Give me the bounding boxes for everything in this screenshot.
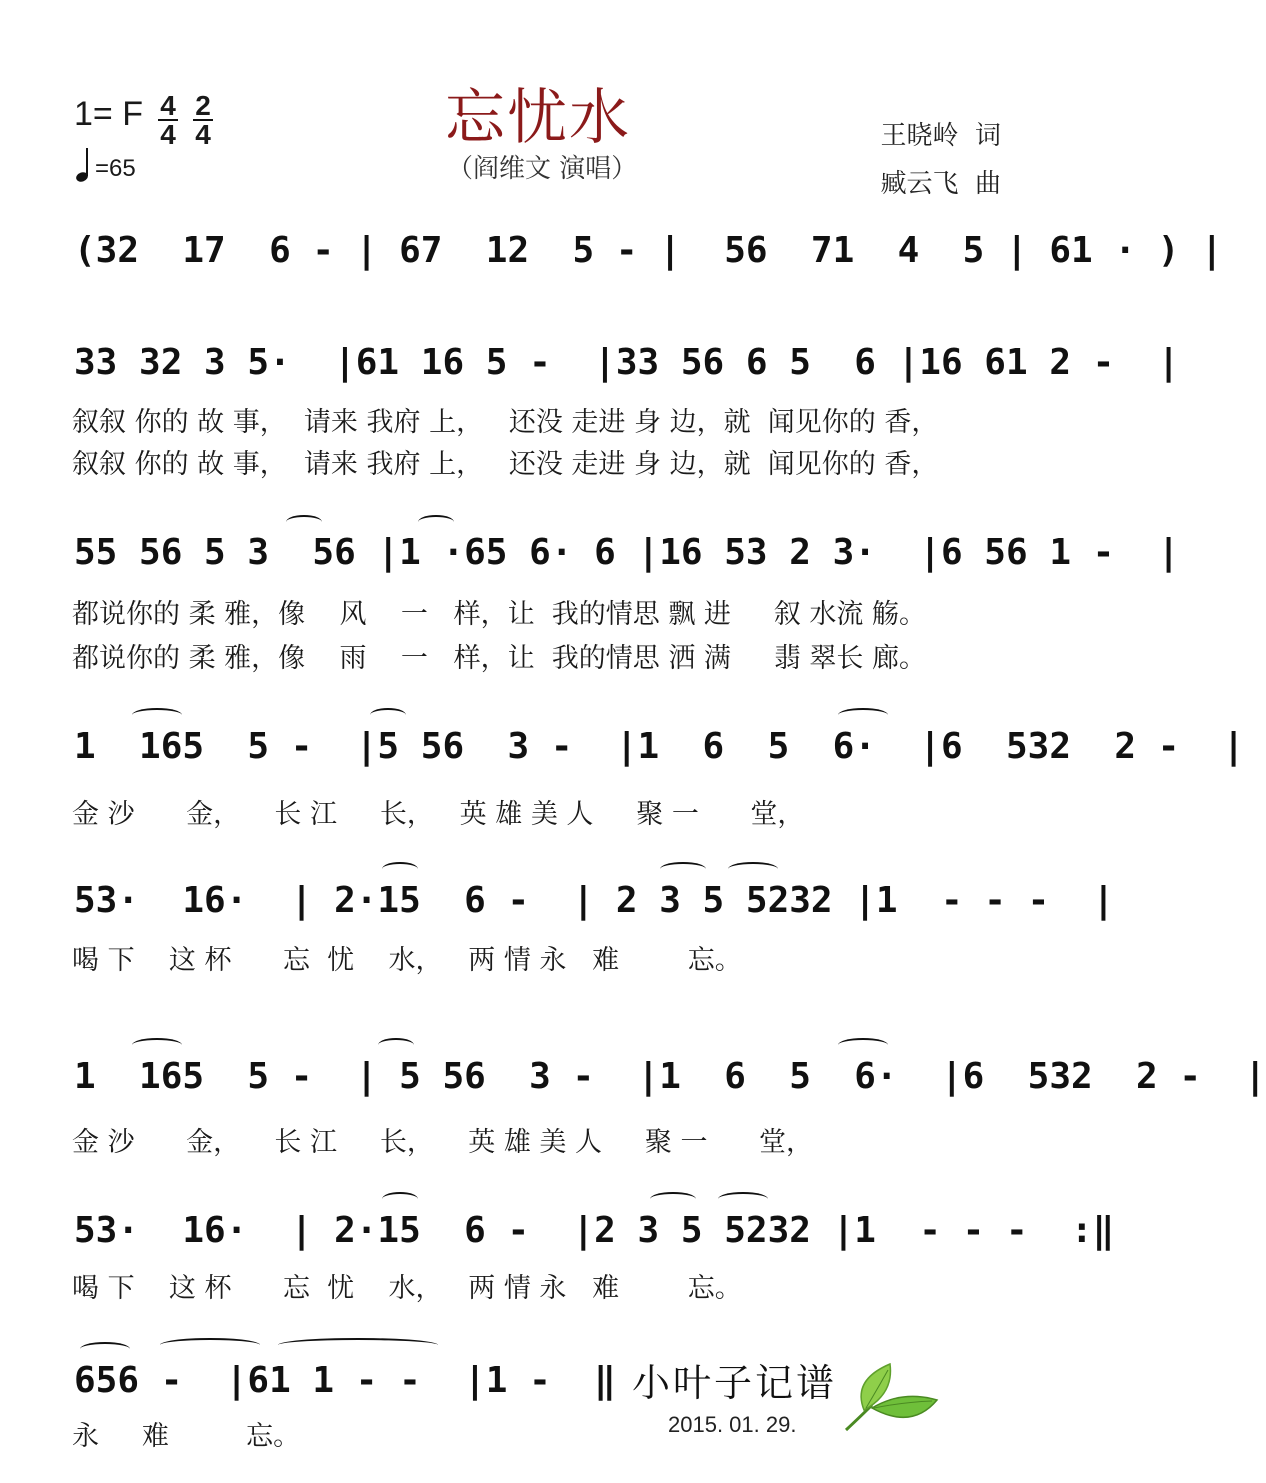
slur-mark — [650, 1192, 696, 1206]
green-leaf-icon — [842, 1360, 942, 1435]
notation-row-1: 33 32 3 5· |61 16 5 - |33 56 6 5 6 |16 61 2 - | — [74, 342, 1180, 383]
slur-mark — [378, 1038, 414, 1052]
slur-mark — [278, 1338, 438, 1352]
time-sig-1-numerator: 4 — [160, 90, 176, 121]
lyric-row-7: 永 难 忘。 — [72, 1421, 301, 1452]
slur-mark — [370, 708, 406, 722]
slur-mark — [382, 1192, 418, 1206]
song-title: 忘忧水 — [445, 83, 631, 153]
time-signature-1 — [158, 92, 178, 148]
notation-row-4: 53· 16· | 2·15 6 - | 2 3 5 5232 |1 - - - | — [74, 880, 1115, 921]
transcription-date: 2015. 01. 29. — [668, 1412, 797, 1437]
slur-mark — [838, 708, 888, 722]
performer-credit: （阎维文 演唱） — [447, 154, 638, 184]
time-signature-2 — [193, 92, 213, 148]
lyric-row-1-verse-2: 叙叙 你的 故 事， 请来 我府 上， 还没 走进 身 边，就 闻见你的 香， — [72, 449, 939, 480]
lyric-row-2-verse-2: 都说你的 柔 雅，像 雨 一 样，让 我的情思 洒 满 翡 翠长 廊。 — [72, 643, 926, 674]
time-sig-2-denominator: 4 — [193, 119, 213, 148]
slur-mark — [418, 515, 454, 529]
lyric-row-1-verse-1: 叙叙 你的 故 事， 请来 我府 上， 还没 走进 身 边，就 闻见你的 香， — [72, 407, 939, 438]
notation-row-5: 1 165 5 - | 5 56 3 - |1 6 5 6· |6 532 2 - | — [74, 1056, 1266, 1097]
time-sig-2-numerator: 2 — [195, 90, 211, 121]
key-signature: 1= F — [74, 95, 143, 133]
notation-row-2: 55 56 5 3 56 |1 ·65 6· 6 |16 53 2 3· |6 56 1 - | — [74, 532, 1180, 573]
lyric-row-5: 金 沙 金， 长 江 长， 英 雄 美 人 聚 一 堂， — [72, 1127, 813, 1158]
slur-mark — [838, 1038, 888, 1052]
lyricist-credit: 王晓岭 词 — [880, 121, 1001, 151]
slur-mark — [160, 1338, 260, 1352]
slur-mark — [80, 1342, 130, 1356]
notation-row-6: 53· 16· | 2·15 6 - |2 3 5 5232 |1 - - - :‖ — [74, 1210, 1115, 1251]
lyric-row-3: 金 沙 金， 长 江 长， 英 雄 美 人 聚 一 堂， — [72, 799, 805, 830]
notation-row-7: 656 - |61 1 - - |1 - ‖ — [74, 1360, 616, 1401]
transcriber-signature: 小叶子记谱 — [632, 1361, 838, 1405]
notation-row-3: 1 165 5 - |5 56 3 - |1 6 5 6· |6 532 2 - | — [74, 726, 1245, 767]
time-sig-1-denominator: 4 — [158, 119, 178, 148]
lyric-row-6: 喝 下 这 杯 忘 忧 水， 两 情 永 难 忘。 — [72, 1273, 742, 1304]
lyric-row-2-verse-1: 都说你的 柔 雅，像 风 一 样，让 我的情思 飘 进 叙 水流 觞。 — [72, 599, 926, 630]
slur-mark — [660, 862, 706, 876]
slur-mark — [132, 708, 182, 722]
notation-row-intro: (32 17 6 - | 67 12 5 - | 56 71 4 5 | 61 · ) | — [74, 230, 1223, 271]
slur-mark — [132, 1038, 182, 1052]
lyric-row-4: 喝 下 这 杯 忘 忧 水， 两 情 永 难 忘。 — [72, 945, 742, 976]
quarter-note-icon — [74, 145, 94, 185]
slur-mark — [382, 862, 418, 876]
slur-mark — [286, 515, 322, 529]
slur-mark — [718, 1192, 768, 1206]
slur-mark — [728, 862, 778, 876]
tempo-marking: =65 — [95, 155, 136, 182]
composer-credit: 臧云飞 曲 — [880, 169, 1001, 199]
